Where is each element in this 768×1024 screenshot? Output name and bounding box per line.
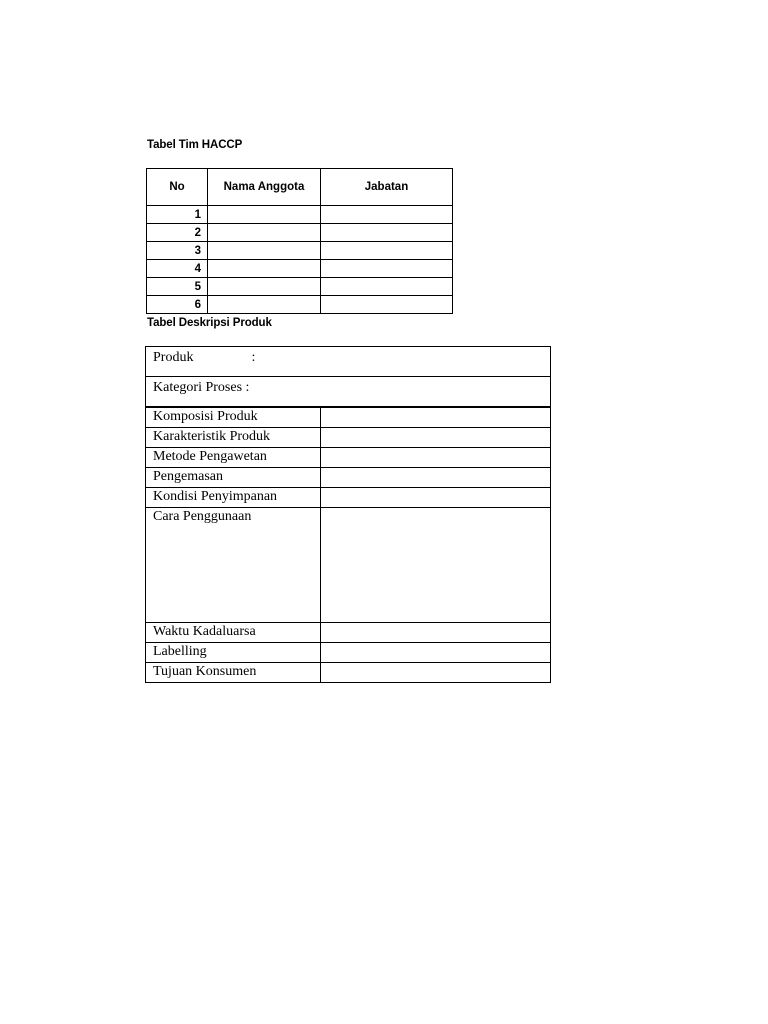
table-row [146, 663, 551, 683]
metode-label: Metode Pengawetan [146, 448, 321, 468]
table-row [147, 224, 453, 242]
table-row [146, 488, 551, 508]
jabatan-cell[interactable] [321, 224, 453, 242]
labelling-value[interactable] [321, 643, 551, 663]
team-table-header-row [147, 169, 453, 206]
kategori-row [146, 377, 551, 408]
haccp-team-table [146, 168, 453, 314]
jabatan-cell[interactable] [321, 206, 453, 224]
table-row [146, 508, 551, 623]
row-number: 3 [147, 242, 208, 260]
tujuan-konsumen-value[interactable] [321, 663, 551, 683]
kondisi-value[interactable] [321, 488, 551, 508]
jabatan-cell[interactable] [321, 278, 453, 296]
table-row [147, 260, 453, 278]
table-row [147, 296, 453, 314]
jabatan-cell[interactable] [321, 260, 453, 278]
product-table-caption: Tabel Deskripsi Produk [147, 317, 272, 329]
komposisi-label: Komposisi Produk [146, 407, 321, 428]
header-nama-anggota: Nama Anggota [208, 169, 321, 206]
table-row [146, 428, 551, 448]
nama-anggota-cell[interactable] [208, 224, 321, 242]
cara-penggunaan-label: Cara Penggunaan [146, 508, 321, 623]
table-row [146, 407, 551, 428]
table-row [146, 623, 551, 643]
table-row [147, 206, 453, 224]
karakteristik-value[interactable] [321, 428, 551, 448]
produk-row [146, 347, 551, 377]
jabatan-cell[interactable] [321, 242, 453, 260]
table-row [146, 468, 551, 488]
karakteristik-label: Karakteristik Produk [146, 428, 321, 448]
pengemasan-label: Pengemasan [146, 468, 321, 488]
nama-anggota-cell[interactable] [208, 206, 321, 224]
row-number: 4 [147, 260, 208, 278]
row-number: 6 [147, 296, 208, 314]
kategori-cell[interactable] [146, 377, 551, 408]
pengemasan-value[interactable] [321, 468, 551, 488]
jabatan-cell[interactable] [321, 296, 453, 314]
nama-anggota-cell[interactable] [208, 278, 321, 296]
nama-anggota-cell[interactable] [208, 296, 321, 314]
produk-colon: : [251, 350, 256, 365]
row-number: 2 [147, 224, 208, 242]
header-jabatan: Jabatan [321, 169, 453, 206]
komposisi-value[interactable] [321, 407, 551, 428]
labelling-label: Labelling [146, 643, 321, 663]
waktu-kadaluarsa-value[interactable] [321, 623, 551, 643]
waktu-kadaluarsa-label: Waktu Kadaluarsa [146, 623, 321, 643]
product-description-table [145, 346, 551, 683]
nama-anggota-cell[interactable] [208, 260, 321, 278]
kategori-label: Kategori Proses : [153, 380, 250, 395]
row-number: 1 [147, 206, 208, 224]
team-table-caption: Tabel Tim HACCP [147, 139, 243, 151]
produk-cell[interactable] [146, 347, 551, 377]
produk-label: Produk [153, 350, 194, 365]
header-no: No [147, 169, 208, 206]
cara-penggunaan-value[interactable] [321, 508, 551, 623]
row-number: 5 [147, 278, 208, 296]
table-row [146, 448, 551, 468]
nama-anggota-cell[interactable] [208, 242, 321, 260]
table-row [147, 278, 453, 296]
table-row [146, 643, 551, 663]
tujuan-konsumen-label: Tujuan Konsumen [146, 663, 321, 683]
metode-value[interactable] [321, 448, 551, 468]
table-row [147, 242, 453, 260]
kondisi-label: Kondisi Penyimpanan [146, 488, 321, 508]
